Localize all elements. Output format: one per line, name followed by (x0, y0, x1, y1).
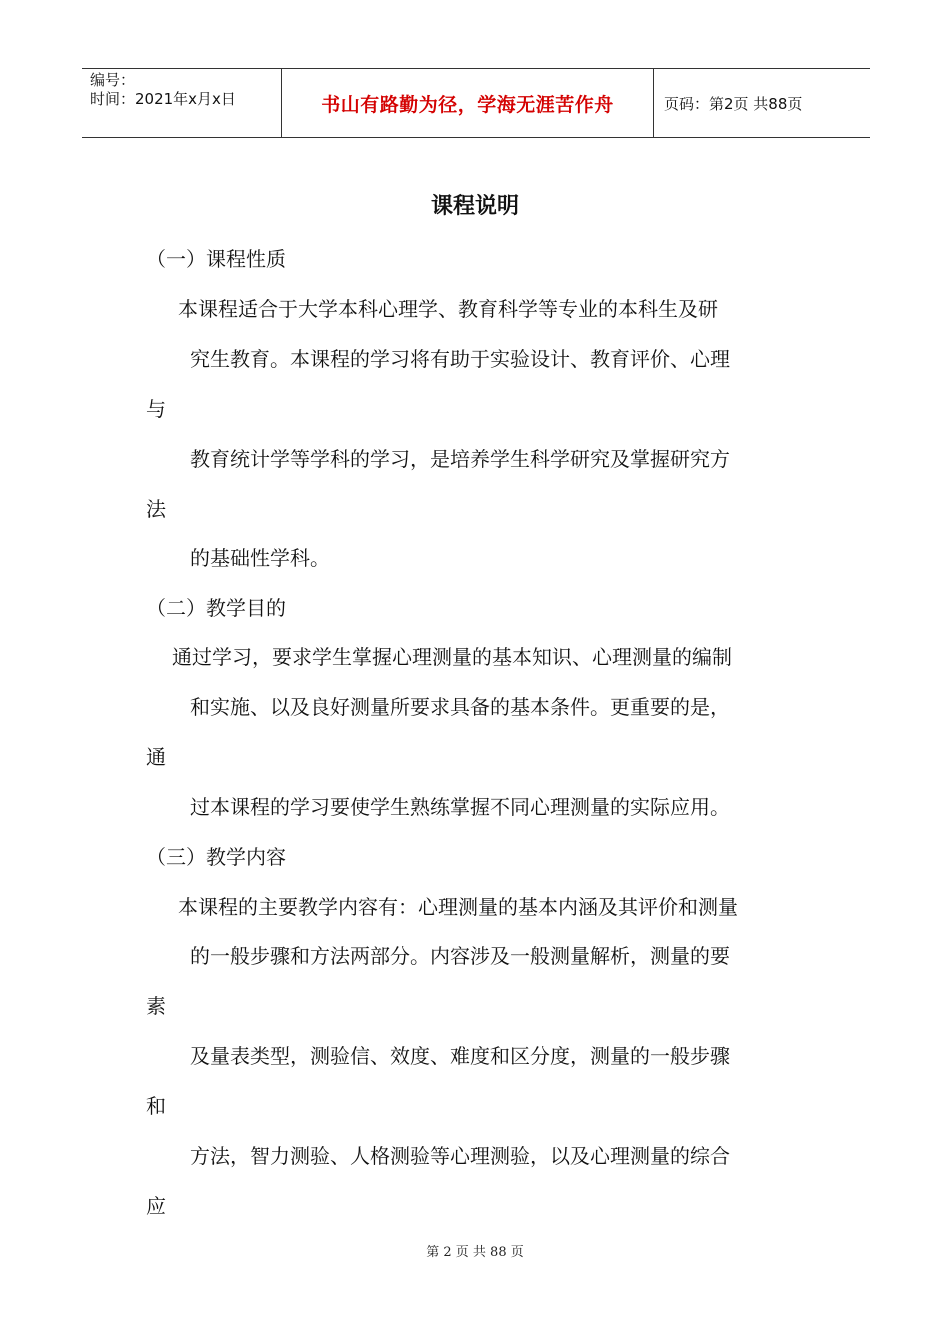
paragraph-line: 的基础性学科。 (190, 546, 330, 570)
paragraph-line: 本课程适合于大学本科心理学、教育科学等专业的本科生及研 (178, 297, 718, 321)
header-meta (90, 71, 236, 109)
page-header (82, 68, 870, 138)
paragraph-line: 与 (146, 397, 166, 421)
paragraph-line: 过本课程的学习要使学生熟练掌握不同心理测量的实际应用。 (190, 795, 730, 819)
paragraph-line: 本课程的主要教学内容有：心理测量的基本内涵及其评价和测量 (178, 895, 738, 919)
header-motto: 书山有路勤为径，学海无涯苦作舟 (321, 93, 614, 116)
serial-number-label: 编号： (90, 71, 136, 89)
paragraph-line: 素 (146, 994, 166, 1018)
date-label: 时间：2021年x月x日 (90, 90, 236, 108)
paragraph-line: 教育统计学等学科的学习，是培养学生科学研究及掌握研究方 (190, 447, 730, 471)
paragraph-line: 究生教育。本课程的学习将有助于实验设计、教育评价、心理 (190, 347, 730, 371)
paragraph-line: 和实施、以及良好测量所要求具备的基本条件。更重要的是， (190, 695, 730, 719)
paragraph-line: 通 (146, 745, 166, 769)
paragraph-line: 应 (146, 1194, 166, 1218)
paragraph-line: 和 (146, 1094, 166, 1118)
section-heading: （一）课程性质 (146, 247, 286, 271)
section-heading: （三）教学内容 (146, 845, 286, 869)
paragraph-line: 的一般步骤和方法两部分。内容涉及一般测量解析，测量的要 (190, 944, 730, 968)
section-heading: （二）教学目的 (146, 596, 286, 620)
paragraph-line: 通过学习，要求学生掌握心理测量的基本知识、心理测量的编制 (172, 645, 732, 669)
page-footer: 第 2 页 共 88 页 (426, 1245, 524, 1260)
document-title: 课程说明 (430, 194, 519, 219)
paragraph-line: 及量表类型，测验信、效度、难度和区分度，测量的一般步骤 (190, 1044, 730, 1068)
header-divider (653, 69, 654, 137)
paragraph-line: 法 (146, 497, 166, 521)
header-page-info: 页码：第2页 共88页 (664, 94, 803, 113)
paragraph-line: 方法，智力测验、人格测验等心理测验，以及心理测量的综合 (190, 1144, 730, 1168)
